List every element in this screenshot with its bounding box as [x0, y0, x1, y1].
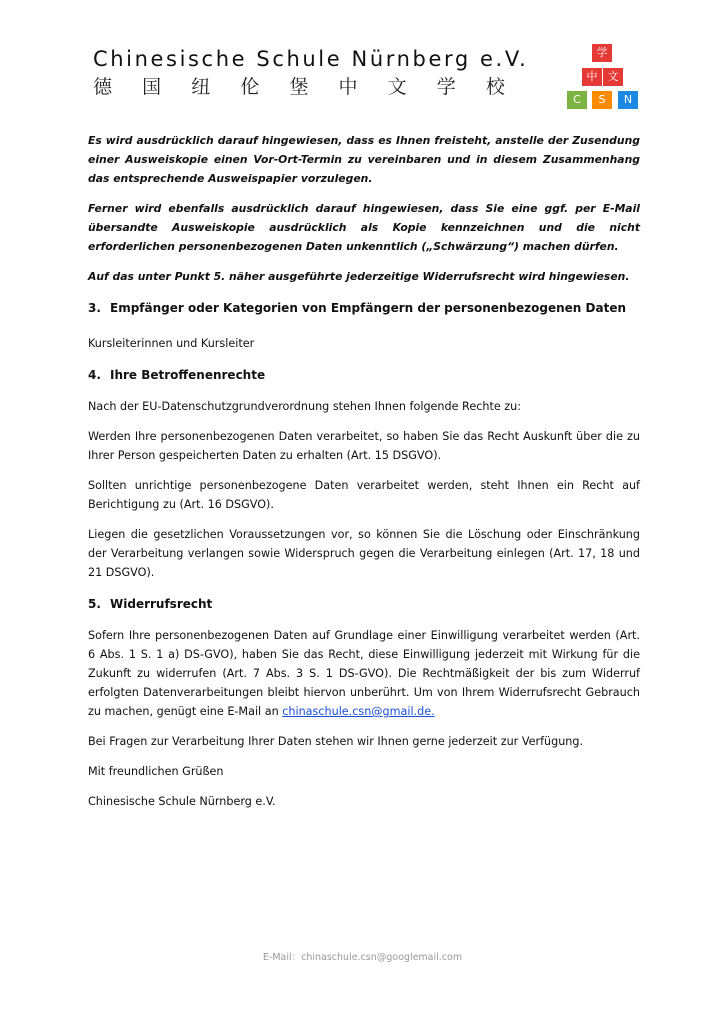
- section-number: 5.: [88, 597, 101, 611]
- chinese-school-name: [93, 74, 505, 100]
- footer-email: E-Mail：chinaschule.csn@googlemail.com: [262, 952, 463, 963]
- email-link[interactable]: chinaschule.csn@gmail.de.: [282, 705, 435, 718]
- chinese-char: 校: [485, 76, 505, 98]
- section-4-heading: [88, 366, 640, 385]
- chinese-char: 伦: [240, 76, 260, 98]
- chinese-char: 纽: [191, 76, 211, 98]
- section-3-heading: [88, 299, 640, 318]
- section-4-paragraph: Nach der EU-Datenschutzgrundverordnung stehen Ihnen folgende Rechte zu:: [88, 400, 522, 413]
- chinese-char: 学: [436, 76, 456, 98]
- section-5-text: [88, 626, 640, 721]
- questions-text: Bei Fragen zur Verarbeitung Ihrer Daten stehen wir Ihnen gerne jederzeit zur Verfügung.: [88, 735, 584, 748]
- section-title: Widerrufsrecht: [110, 597, 213, 611]
- chinese-char: 堡: [289, 76, 309, 98]
- section-4-paragraph: Liegen die gesetzlichen Voraussetzungen vor, so können Sie die Löschung oder Einschränkung der Verarbeitung verlangen sowie Widerspruch gegen die Verarbeitung einlegen (Art. 17, 18 und 21 DSGVO).: [88, 528, 640, 579]
- school-logo: [563, 44, 641, 110]
- logo-block: N: [618, 91, 638, 109]
- chinese-char: 中: [338, 76, 358, 98]
- intro-paragraph: Ferner wird ebenfalls ausdrücklich darauf hingewiesen, dass Sie eine ggf. per E-Mail übersandte Ausweiskopie ausdrücklich als Kopie kennzeichnen und die nicht erforderlichen personenbezogenen Daten unkenntlich („Schwärzung“) machen dürfen.: [88, 202, 640, 253]
- chinese-char: 德: [93, 76, 113, 98]
- logo-block: C: [567, 91, 587, 109]
- signature-text: Chinesische Schule Nürnberg e.V.: [88, 795, 276, 808]
- section-4-paragraph: Sollten unrichtige personenbezogene Daten verarbeitet werden, steht Ihnen ein Recht auf Berichtigung zu (Art. 16 DSGVO).: [88, 479, 640, 511]
- section-5-heading: [88, 595, 640, 614]
- section-number: 3.: [88, 301, 101, 315]
- section-5-body: Sofern Ihre personenbezogenen Daten auf Grundlage einer Einwilligung verarbeitet werden (Art. 6 Abs. 1 S. 1 a) DS-GVO), haben Sie das Recht, diese Einwilligung jederzeit mit Wirkung für die Zukunft zu widerrufen (Art. 7 Abs. 3 S. 1 DS-GVO). Die Rechtmäßigkeit der bis zum Widerruf erfolgten Datenverarbeitungen bleibt hiervon unberührt. Um von Ihrem Widerrufsrecht Gebrauch zu machen, genügt eine E-Mail an: [88, 629, 640, 718]
- section-3-text: Kursleiterinnen und Kursleiter: [88, 337, 255, 350]
- chinese-char: 国: [142, 76, 162, 98]
- logo-block: 中: [582, 68, 602, 86]
- section-number: 4.: [88, 368, 101, 382]
- greeting-text: Mit freundlichen Grüßen: [88, 765, 224, 778]
- section-title: Empfänger oder Kategorien von Empfängern der personenbezogenen Daten: [110, 301, 626, 315]
- intro-paragraph: Auf das unter Punkt 5. näher ausgeführte jederzeitige Widerrufsrecht wird hingewiesen.: [88, 270, 630, 283]
- logo-block: S: [592, 91, 612, 109]
- chinese-char: 文: [387, 76, 407, 98]
- letter-body: [88, 131, 640, 822]
- letterhead: [93, 46, 563, 100]
- intro-paragraph: Es wird ausdrücklich darauf hingewiesen, dass es Ihnen freisteht, anstelle der Zusendung einer Ausweiskopie einen Vor-Ort-Termin zu vereinbaren und in diesem Zusammenhang das entsprechende Ausweispapier vorzulegen.: [88, 134, 640, 185]
- logo-block: 文: [603, 68, 623, 86]
- section-4-paragraph: Werden Ihre personenbezogenen Daten verarbeitet, so haben Sie das Recht Auskunft über die zu Ihrer Person gespeicherten Daten zu erhalten (Art. 15 DSGVO).: [88, 430, 640, 462]
- school-name: Chinesische Schule Nürnberg e.V.: [93, 47, 529, 71]
- logo-block: 学: [592, 44, 612, 62]
- section-title: Ihre Betroffenenrechte: [110, 368, 266, 382]
